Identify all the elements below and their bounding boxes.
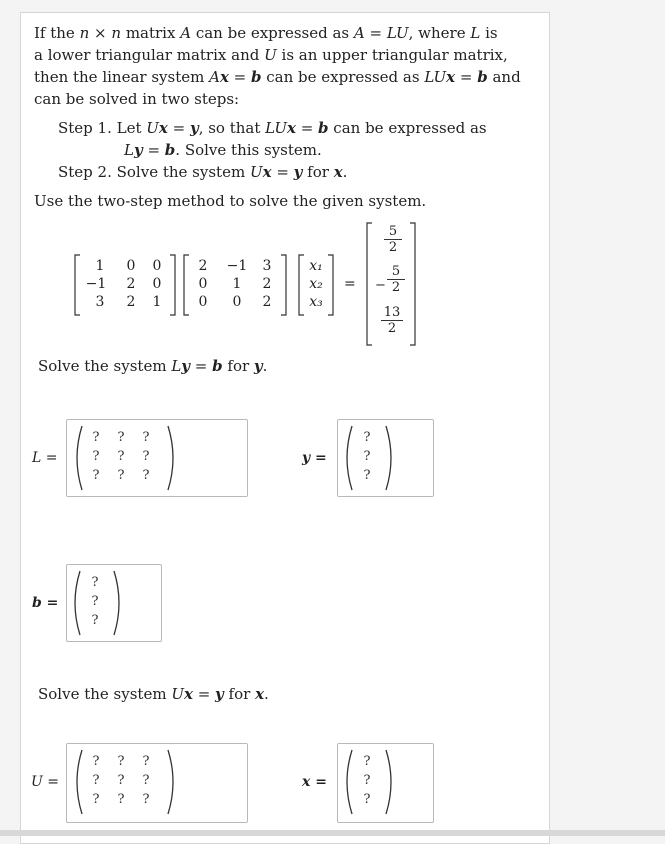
U-entry: 2 — [262, 276, 272, 292]
U-entry: 3 — [262, 258, 272, 274]
U-input[interactable]: ? — [92, 754, 100, 769]
U-input[interactable]: ? — [117, 754, 125, 769]
U-entry: 0 — [198, 276, 208, 292]
U-input[interactable]: ? — [92, 792, 100, 807]
step-1-line-2: Ly = b. Solve this system. — [124, 141, 322, 159]
U-input[interactable]: ? — [142, 792, 150, 807]
U-input[interactable]: ? — [117, 773, 125, 788]
U-input[interactable]: ? — [117, 792, 125, 807]
b-input[interactable]: ? — [91, 613, 99, 628]
y-answer-label: y = — [302, 450, 327, 466]
L-input[interactable]: ? — [117, 449, 125, 464]
L-entry: 0 — [126, 258, 136, 274]
U-entry: 0 — [198, 294, 208, 310]
b-answer-label: b = — [32, 595, 59, 611]
x-input[interactable]: ? — [363, 773, 371, 788]
U-entry: 0 — [232, 294, 242, 310]
L-input[interactable]: ? — [92, 430, 100, 445]
U-input[interactable]: ? — [92, 773, 100, 788]
x-var: x₃ — [309, 294, 323, 310]
rhs-entry-2: 5 2 — [387, 264, 405, 295]
U-input[interactable]: ? — [142, 773, 150, 788]
b-input[interactable]: ? — [91, 575, 99, 590]
L-entry: 0 — [152, 258, 162, 274]
L-answer-label: L = — [32, 450, 58, 466]
L-input[interactable]: ? — [117, 430, 125, 445]
L-entry: 1 — [95, 258, 105, 274]
L-input[interactable]: ? — [142, 430, 150, 445]
U-entry: −1 — [226, 258, 248, 274]
L-entry: 2 — [126, 294, 136, 310]
rhs-entry-1: 5 2 — [384, 224, 402, 255]
x-input[interactable]: ? — [363, 754, 371, 769]
step-1-line: Step 1. Let Ux = y, so that LUx = b can be expressed as — [58, 119, 487, 137]
equals-sign: = — [344, 276, 356, 292]
L-entry: 0 — [152, 276, 162, 292]
rhs-sign: − — [375, 278, 386, 293]
rhs-entry-3: 13 2 — [381, 305, 403, 336]
y-input[interactable]: ? — [363, 449, 371, 464]
U-entry: 2 — [262, 294, 272, 310]
L-entry: 2 — [126, 276, 136, 292]
part2-prompt: Solve the system Ux = y for x. — [38, 685, 269, 703]
L-input[interactable]: ? — [117, 468, 125, 483]
intro-line-3: then the linear system Ax = b can be expressed as LUx = b and — [34, 68, 521, 86]
instruction-text: Use the two-step method to solve the given system. — [34, 192, 427, 210]
step-2-line: Step 2. Solve the system Ux = y for x. — [58, 163, 348, 181]
page-bottom-divider — [0, 830, 665, 836]
U-input[interactable]: ? — [142, 754, 150, 769]
U-entry: 2 — [198, 258, 208, 274]
x-var: x₂ — [309, 276, 323, 292]
intro-line-2: a lower triangular matrix and U is an upper triangular matrix, — [34, 46, 508, 64]
x-answer-label: x = — [302, 774, 327, 790]
x-input[interactable]: ? — [363, 792, 371, 807]
intro-line-1: If the n × n matrix A can be expressed as A = LU, where L is — [34, 24, 498, 42]
L-entry: 3 — [95, 294, 105, 310]
y-input[interactable]: ? — [363, 430, 371, 445]
y-input[interactable]: ? — [363, 468, 371, 483]
intro-line-4: can be solved in two steps: — [34, 90, 240, 108]
U-answer-label: U = — [31, 774, 59, 790]
L-input[interactable]: ? — [92, 449, 100, 464]
x-var: x₁ — [309, 258, 323, 274]
L-input[interactable]: ? — [142, 449, 150, 464]
L-entry: 1 — [152, 294, 162, 310]
L-entry: −1 — [85, 276, 107, 292]
b-input[interactable]: ? — [91, 594, 99, 609]
L-input[interactable]: ? — [92, 468, 100, 483]
part1-prompt: Solve the system Ly = b for y. — [38, 357, 268, 375]
L-input[interactable]: ? — [142, 468, 150, 483]
U-entry: 1 — [232, 276, 242, 292]
